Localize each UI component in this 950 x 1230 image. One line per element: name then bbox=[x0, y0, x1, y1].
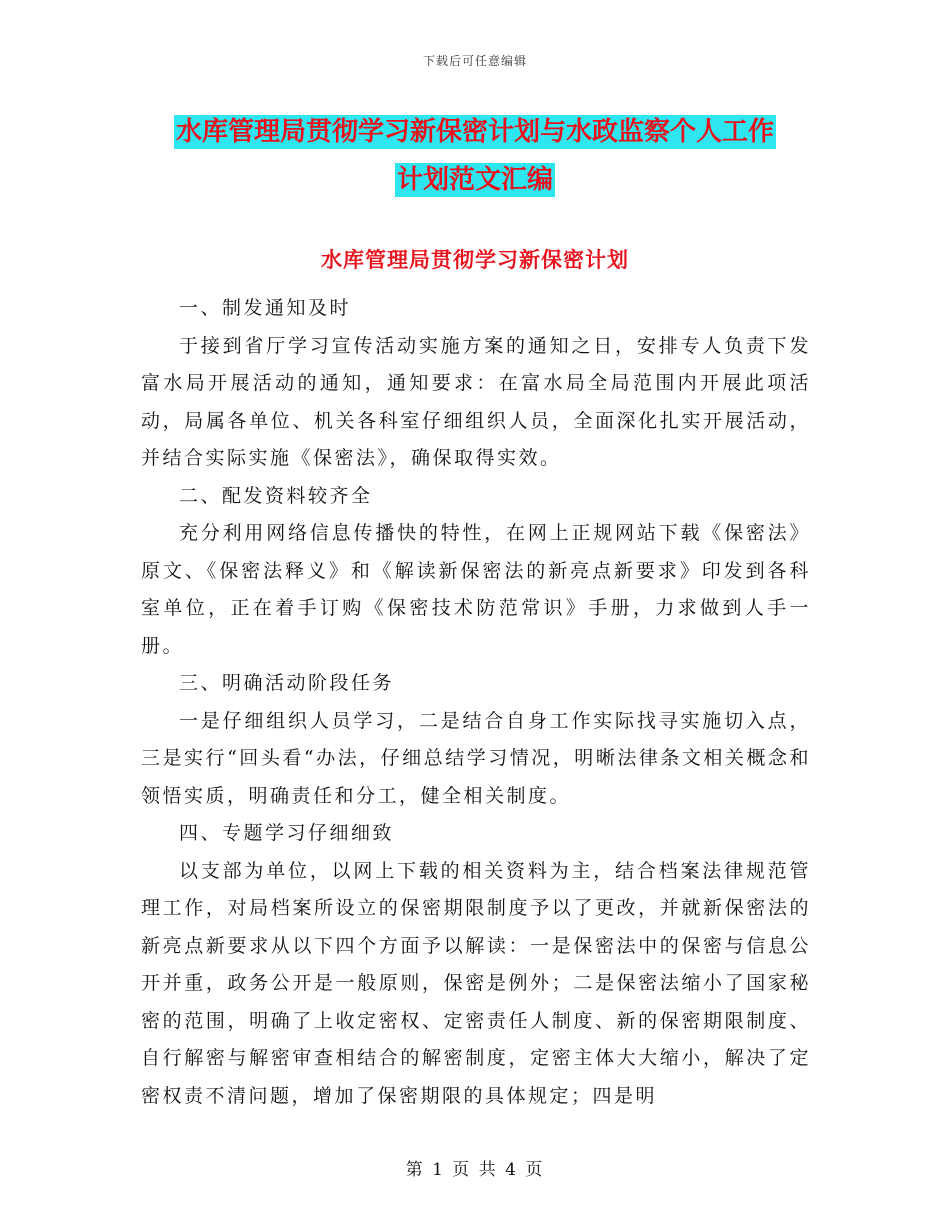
page-number: 第 1 页 共 4 页 bbox=[405, 1160, 545, 1180]
paragraph-materials: 充分利用网络信息传播快的特性，在网上正规网站下载《保密法》原文、《保密法释义》和《解读新保密法的新亮点新要求》印发到各科室单位，正在着手订购《保密技术防范常识》手册，力求做到人手一册。 bbox=[141, 522, 811, 657]
heading-4-study: 四、专题学习仔细细致 bbox=[179, 822, 395, 844]
paragraph-tasks: 一是仔细组织人员学习，二是结合自身工作实际找寻实施切入点，三是实行“回头看“办法，仔细总结学习情况，明晰法律条文相关概念和领悟实质，明确责任和分工，健全相关制度。 bbox=[141, 709, 811, 807]
document-title-line-1: 水库管理局贯彻学习新保密计划与水政监察个人工作 bbox=[175, 117, 774, 147]
document-title-line-2: 计划范文汇编 bbox=[396, 165, 553, 195]
document-body bbox=[141, 290, 811, 1115]
heading-1-notice: 一、制发通知及时 bbox=[179, 297, 352, 319]
document-title bbox=[0, 108, 950, 204]
paragraph-notice: 于接到省厅学习宣传活动实施方案的通知之日，安排专人负责下发富水局开展活动的通知，通知要求：在富水局全局范围内开展此项活动，局属各单位、机关各科室仔细组织人员，全面深化扎实开展活动，并结合实际实施《保密法》，确保取得实效。 bbox=[141, 334, 811, 469]
section-title: 水库管理局贯彻学习新保密计划 bbox=[321, 247, 629, 272]
paragraph-study: 以支部为单位，以网上下载的相关资料为主，结合档案法律规范管理工作，对局档案所设立的保密期限制度予以了更改，并就新保密法的新亮点新要求从以下四个方面予以解读：一是保密法中的保密与信息公开并重，政务公开是一般原则，保密是例外；二是保密法缩小了国家秘密的范围，明确了上收定密权、定密责任人制度、新的保密期限制度、自行解密与解密审查相结合的解密制度，定密主体大大缩小，解决了定密权责不清问题，增加了保密期限的具体规定；四是明 bbox=[141, 859, 811, 1107]
header-note: 下载后可任意编辑 bbox=[422, 54, 527, 68]
heading-2-materials: 二、配发资料较齐全 bbox=[179, 484, 373, 507]
heading-3-tasks: 三、明确活动阶段任务 bbox=[179, 672, 395, 694]
